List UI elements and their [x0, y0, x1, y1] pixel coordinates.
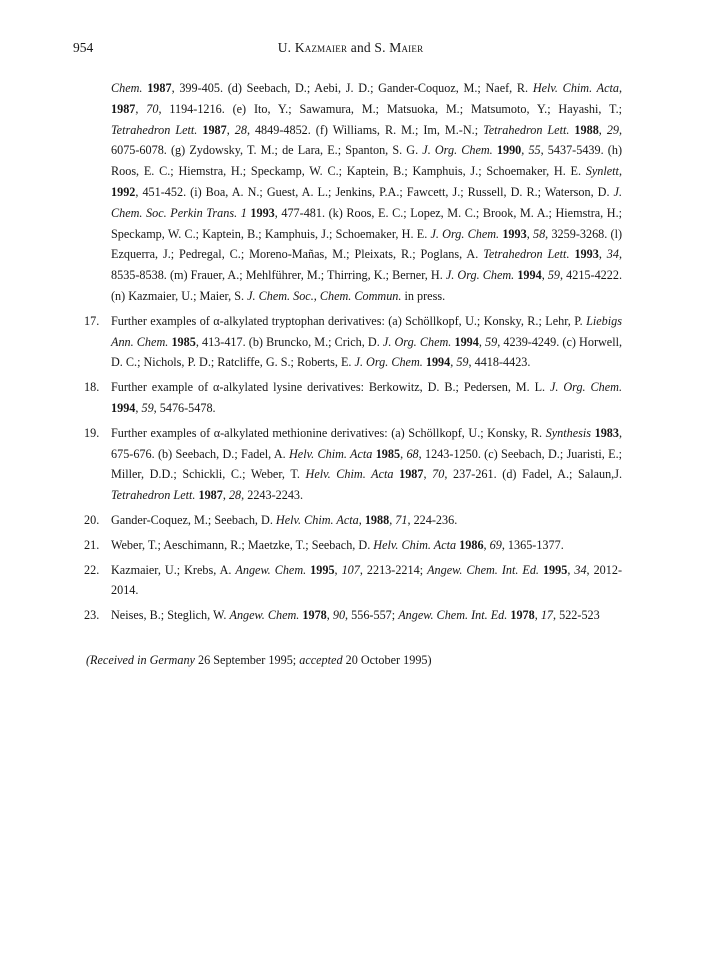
reference-year: 1993 — [250, 205, 275, 220]
reference-text: , 2243-2243. — [241, 488, 304, 503]
journal-name: 59 — [485, 334, 498, 349]
reference-item — [86, 535, 622, 556]
reference-text: , — [135, 101, 147, 116]
reference-text: , 1243-1250. (c) Seebach, D.; Juaristi, E.; Miller, D.D.; Schickli, C.; Weber, T. — [111, 446, 623, 482]
reference-number: 23. — [84, 608, 100, 623]
journal-name: 28 — [228, 488, 242, 503]
reference-text: , 1365-1377. — [501, 537, 564, 552]
reference-text: , 2213-2214; — [359, 562, 428, 577]
journal-name: 34 — [606, 247, 619, 262]
author-separator: and S. — [347, 40, 390, 55]
reference-text: Weber, T.; Aeschimann, R.; Maetzke, T.; Seebach, D. — [111, 537, 374, 552]
reference-year: 1987 — [202, 122, 227, 137]
reference-year: 1983 — [594, 425, 619, 440]
journal-name: 59 — [456, 355, 469, 370]
reference-text: , 237-261. (d) Fadel, A.; Salaun,J. — [444, 467, 623, 482]
reference-text: , 3259-3268. (l) Ezquerra, J.; Pedregal, C.; Moreno-Mañas, M.; Pleixats, R.; Poglans, A. — [111, 226, 623, 262]
journal-name: J. Org. Chem. — [430, 226, 500, 241]
journal-name: Chem. — [111, 81, 143, 95]
reference-text: , — [598, 247, 607, 262]
author-1-initial: U. — [277, 40, 295, 55]
reference-item — [86, 423, 622, 506]
reference-text: , — [400, 446, 407, 461]
reference-year: 1985 — [375, 446, 401, 461]
reference-year: 1994 — [454, 334, 479, 349]
reference-year: 1995 — [310, 562, 335, 577]
reference-item — [86, 78, 622, 307]
reference-year: 1993 — [502, 226, 527, 241]
reference-year: 1990 — [496, 143, 522, 158]
reference-text: , 413-417. (b) Bruncko, M.; Crich, D. — [195, 334, 383, 349]
reference-text: , — [135, 400, 142, 415]
journal-name: Synlett — [585, 164, 619, 179]
reference-text: , — [618, 164, 622, 179]
reference-text: , 2012-2014. — [111, 562, 623, 598]
journal-name: Tetrahedron Lett. — [483, 247, 570, 262]
journal-name: J. Org. Chem. — [550, 380, 622, 395]
reference-text: , 6075-6078. (g) Zydowsky, T. M.; de Lara, E.; Spanton, S. G. — [111, 122, 623, 158]
reference-year: 1986 — [459, 537, 484, 552]
reference-number: 20. — [84, 512, 100, 527]
journal-name: Helv. Chim. Acta — [305, 467, 394, 482]
reference-year: 1987 — [198, 488, 223, 503]
reference-text: , — [226, 122, 235, 137]
reference-item — [86, 605, 622, 626]
reference-text: Neises, B.; Steglich, W. — [111, 608, 230, 623]
journal-name: Angew. Chem. — [235, 562, 307, 577]
reference-text: , 4418-4423. — [468, 355, 531, 370]
journal-name: Helv. Chim. Acta — [373, 537, 457, 552]
journal-name: J. Chem. Soc., Chem. Commun. — [247, 288, 402, 303]
reference-year: 1995 — [542, 562, 568, 577]
journal-name: 69 — [489, 537, 502, 552]
reference-text: , — [326, 608, 333, 623]
reference-year: 1988 — [364, 512, 390, 527]
journal-name: 29 — [606, 122, 619, 137]
journal-name: J. Org. Chem. — [382, 334, 452, 349]
reference-text: , — [222, 488, 229, 503]
reference-text: , 224-236. — [407, 512, 458, 527]
reference-text: , 1194-1216. (e) Ito, Y.; Sawamura, M.; Matsuoka, M.; Matsumoto, Y.; Hayashi, T.; — [158, 101, 622, 116]
journal-name: 58 — [532, 226, 546, 241]
reference-text: , — [567, 562, 575, 577]
journal-name: Angew. Chem. Int. Ed. — [427, 562, 539, 577]
reference-text: , — [423, 467, 433, 482]
received-date: 26 September 1995; — [194, 653, 300, 667]
reference-number: 17. — [84, 313, 100, 328]
journal-name: Tetrahedron Lett. — [111, 488, 196, 503]
journal-name: Helv. Chim. Acta — [289, 446, 373, 461]
journal-name: Liebigs Ann. Chem. — [111, 313, 622, 349]
reference-year: 1992 — [111, 184, 136, 199]
reference-text: , 556-557; — [345, 608, 399, 623]
reference-text: , 4849-4852. (f) Williams, R. M.; Im, M.-N.; — [246, 122, 484, 137]
journal-name: Angew. Chem. — [229, 608, 300, 623]
reference-text: Further example of α-alkylated lysine derivatives: Berkowitz, D. B.; Pedersen, M. L. — [111, 380, 550, 395]
reference-item — [86, 510, 622, 531]
reference-year: 1987 — [111, 101, 136, 116]
reference-text: , 477-481. (k) Roos, E. C.; Lopez, M. C.; Brook, M. A.; Hiemstra, H.; Speckamp, W. C.; Kaptein, B.; Kamphuis, J.; Schoemaker, H. E. — [111, 205, 623, 241]
reference-text: , 675-676. (b) Seebach, D.; Fadel, A. — [111, 425, 623, 461]
received-note — [86, 653, 432, 668]
journal-name: Helv. Chim. Acta — [275, 512, 359, 527]
journal-name: Helv. Chim. Acta — [532, 81, 619, 95]
journal-name: 68 — [406, 446, 419, 461]
reference-text: , — [526, 226, 533, 241]
reference-text: , — [483, 537, 490, 552]
reference-year: 1985 — [171, 334, 196, 349]
journal-name: J. Chem. Soc. Perkin Trans. 1 — [111, 184, 622, 220]
page-number: 954 — [73, 40, 94, 55]
journal-name: 34 — [574, 562, 587, 577]
reference-year: 1987 — [399, 467, 424, 482]
author-1-surname: Kazmaier — [294, 40, 348, 55]
journal-name: Tetrahedron Lett. — [483, 122, 570, 137]
reference-text: , 522-523 — [553, 608, 600, 623]
reference-text: , — [358, 512, 365, 527]
journal-name: 71 — [395, 512, 408, 527]
reference-text: , 4239-4249. (c) Horwell, D. C.; Nichols, P. D.; Ratcliffe, G. S.; Roberts, E. — [111, 334, 623, 370]
reference-text: , — [534, 608, 541, 623]
journal-name: 55 — [528, 143, 541, 158]
reference-text: Gander-Coquez, M.; Seebach, D. — [111, 512, 276, 527]
reference-year: 1994 — [517, 268, 542, 283]
journal-name: 70 — [432, 467, 445, 482]
reference-number: 19. — [84, 425, 100, 440]
reference-year: 1987 — [147, 81, 172, 95]
reference-year: 1978 — [302, 608, 327, 623]
reference-year: 1993 — [574, 247, 599, 262]
journal-name: J. Org. Chem. — [354, 355, 423, 370]
received-label: (Received in Germany — [86, 653, 195, 667]
journal-name: 59 — [547, 268, 561, 283]
reference-text: Further examples of α-alkylated tryptophan derivatives: (a) Schöllkopf, U.; Konsky, R.; Lehr, P. — [111, 313, 587, 328]
reference-text: , — [598, 122, 607, 137]
journal-name: 28 — [234, 122, 247, 137]
reference-text: , — [389, 512, 396, 527]
reference-text: Further examples of α-alkylated methionine derivatives: (a) Schöllkopf, U.; Konsky, R. — [111, 425, 546, 440]
reference-number: 18. — [84, 380, 100, 395]
reference-item — [86, 311, 622, 373]
reference-text: , — [334, 562, 342, 577]
author-2-surname: Maier — [389, 40, 424, 55]
accepted-date: 20 October 1995) — [342, 653, 432, 667]
reference-text: , 451-452. (i) Boa, A. N.; Guest, A. L.; Jenkins, P.A.; Fawcett, J.; Russell, D. R.; Waterson, D. — [135, 184, 614, 199]
reference-year: 1994 — [425, 355, 451, 370]
reference-text: , 5437-5439. (h) Roos, E. C.; Hiemstra, H.; Speckamp, W. C.; Kaptein, B.; Kamphuis, J.; Schoemaker, H. E. — [111, 143, 623, 179]
reference-text: , — [478, 334, 486, 349]
journal-name: 59 — [141, 400, 154, 415]
reference-number: 22. — [84, 562, 100, 577]
journal-name: 70 — [146, 101, 159, 116]
reference-text: Kazmaier, U.; Krebs, A. — [111, 562, 236, 577]
reference-year: 1978 — [510, 608, 535, 623]
reference-text: , 399-405. (d) Seebach, D.; Aebi, J. D.; Gander-Coquoz, M.; Naef, R. — [171, 81, 533, 95]
reference-number: 21. — [84, 537, 100, 552]
reference-text: in press. — [401, 288, 446, 303]
running-header-authors — [0, 40, 701, 56]
accepted-label: accepted — [299, 653, 343, 667]
reference-item — [86, 560, 622, 602]
reference-year: 1994 — [111, 400, 136, 415]
reference-list — [86, 78, 622, 630]
journal-name: Tetrahedron Lett. — [111, 122, 198, 137]
reference-item — [86, 377, 622, 419]
reference-text: , 4215-4222. (n) Kazmaier, U.; Maier, S. — [111, 268, 623, 303]
journal-name: 90 — [332, 608, 346, 623]
reference-text: , — [450, 355, 457, 370]
journal-name: Angew. Chem. Int. Ed. — [398, 608, 508, 623]
journal-name: 107 — [341, 562, 360, 577]
reference-text: , — [521, 143, 529, 158]
reference-text: , — [618, 81, 623, 95]
journal-name: J. Org. Chem. — [445, 268, 515, 283]
reference-text: , — [541, 268, 548, 283]
journal-name: 17 — [540, 608, 554, 623]
reference-text: , 8535-8538. (m) Frauer, A.; Mehlführer, M.; Thirring, K.; Berner, H. — [111, 247, 623, 283]
journal-name: Synthesis — [545, 425, 592, 440]
reference-text: , 5476-5478. — [153, 400, 216, 415]
journal-name: J. Org. Chem. — [422, 143, 493, 158]
reference-year: 1988 — [574, 122, 599, 137]
